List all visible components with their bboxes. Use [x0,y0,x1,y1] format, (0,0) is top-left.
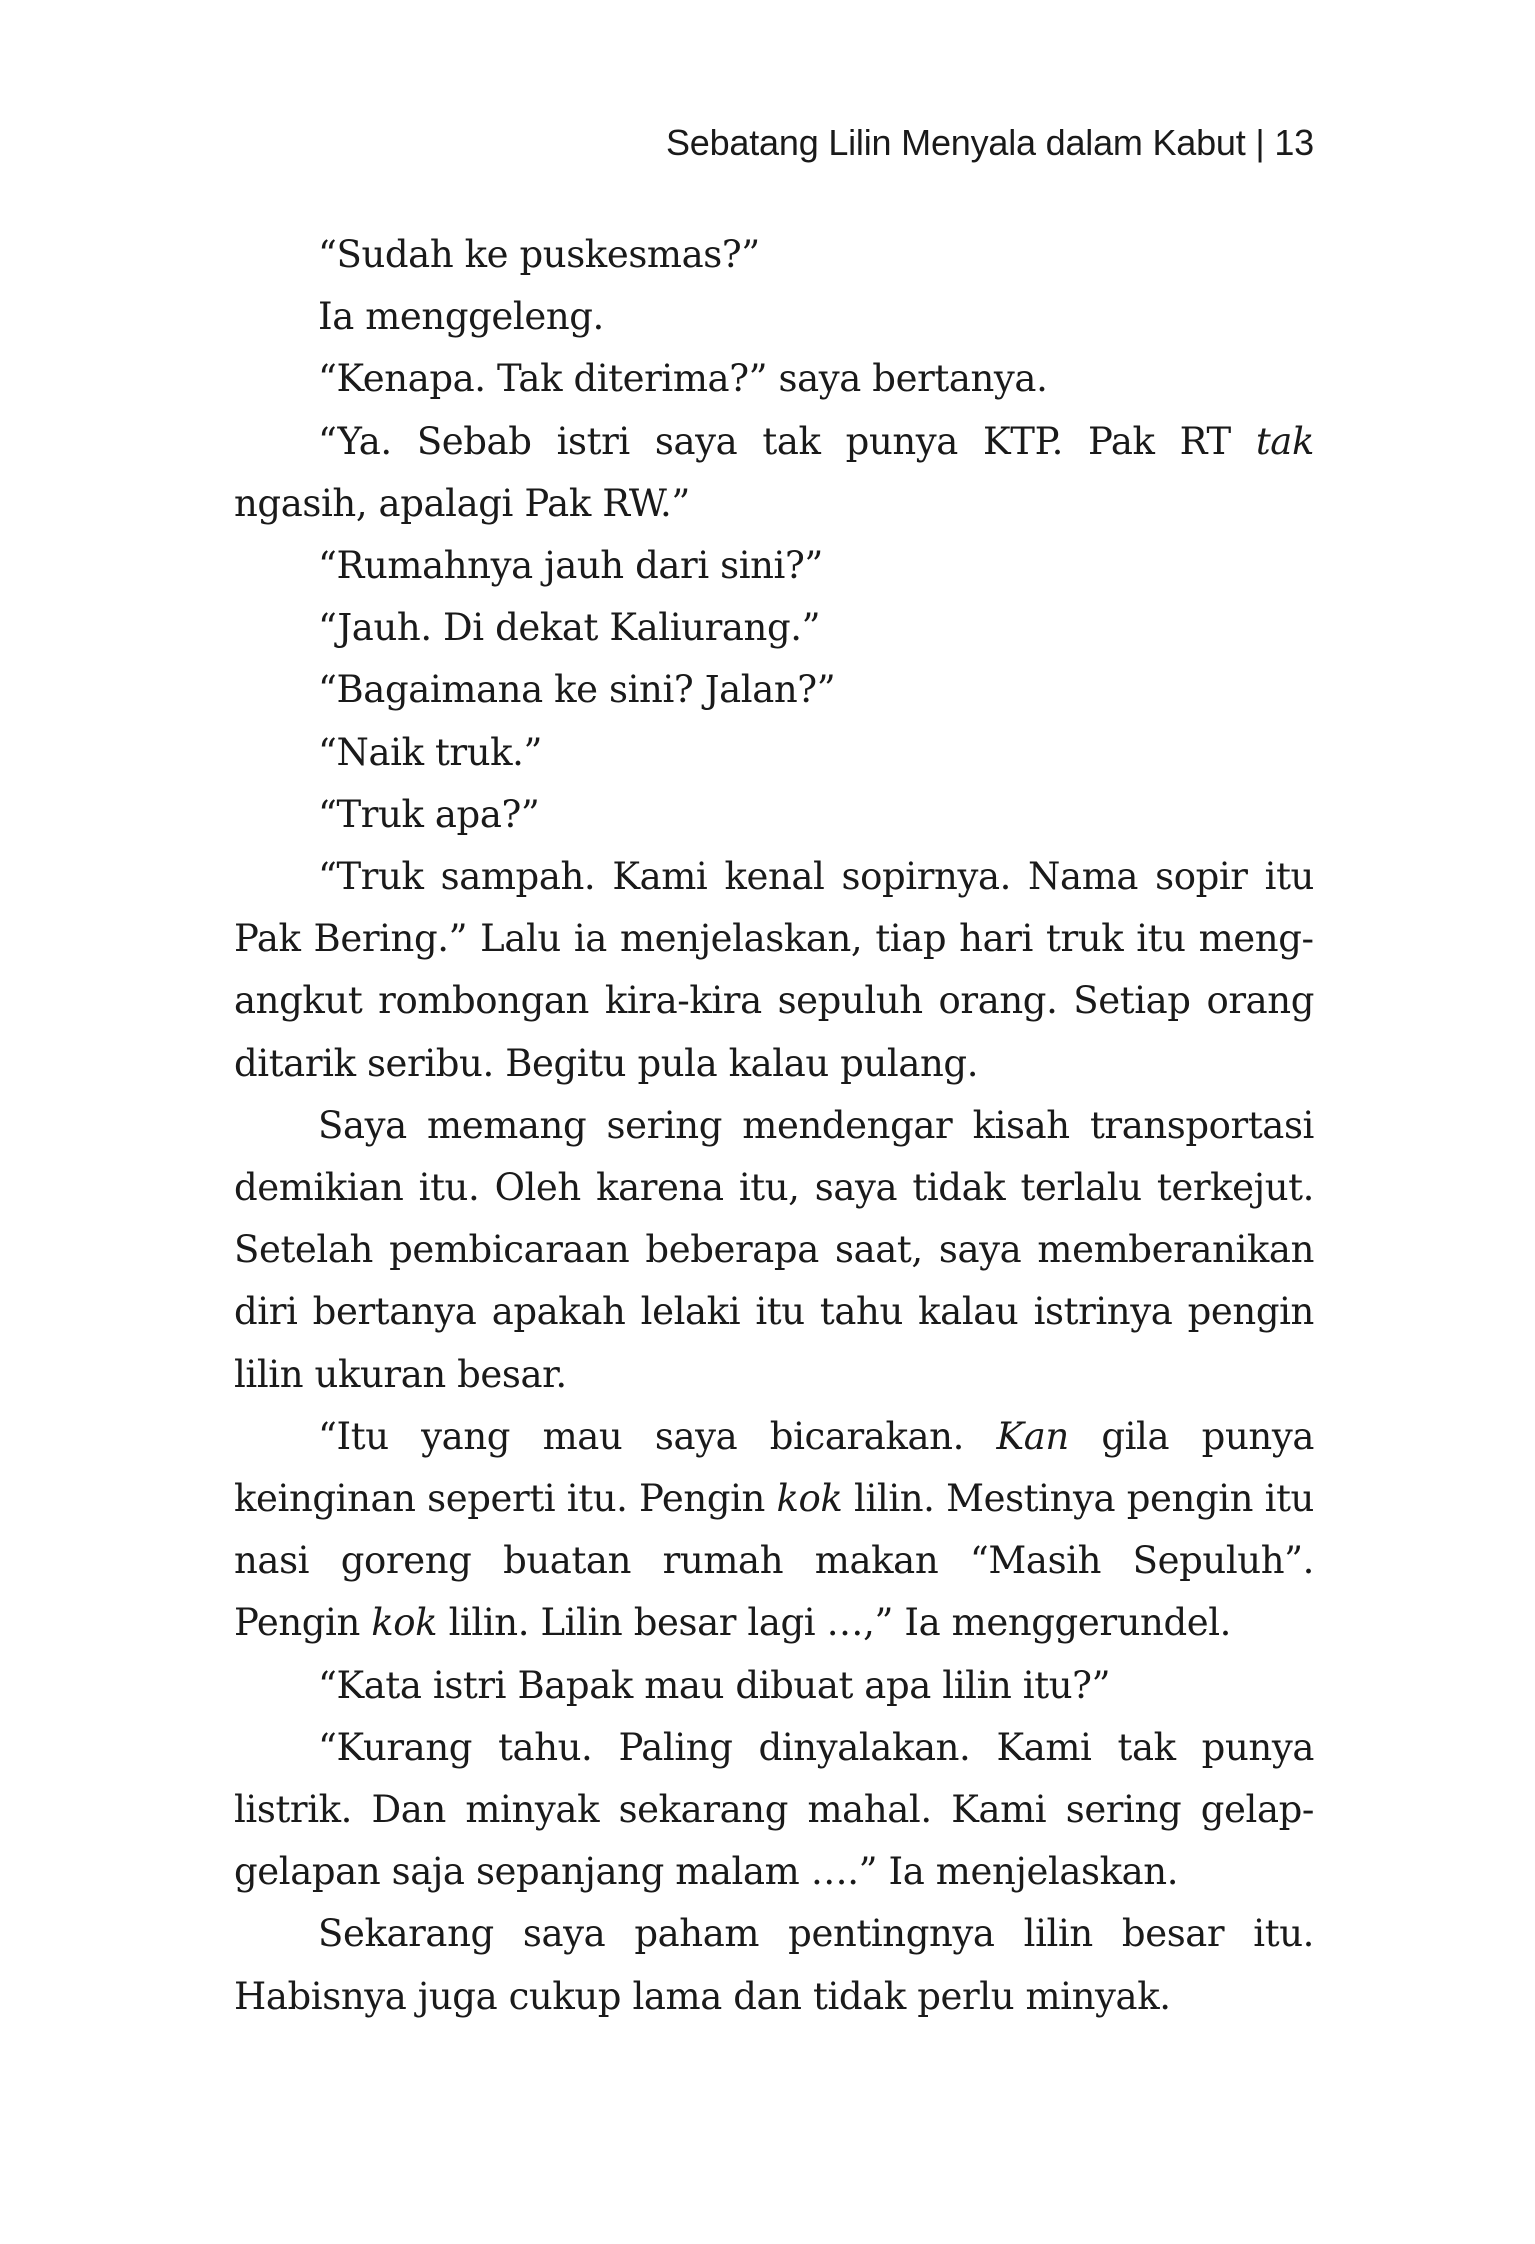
header-separator: | [1255,122,1265,163]
paragraph [234,224,1314,286]
text-run: gila punya keinginan seperti itu. Pengin [234,1414,1314,1521]
book-title: Sebatang Lilin Menyala dalam Kabut [665,122,1246,163]
text-run: “Truk apa?” [318,792,540,836]
paragraph [234,784,1314,846]
paragraph [234,597,1314,659]
text-run: “Jauh. Di dekat Kaliurang.” [318,606,821,650]
text-run: “Kenapa. Tak diterima?” saya bertanya. [318,357,1048,401]
text-run: “Kurang tahu. Paling dinyalakan. Kami tak punya listrik. Dan minyak sekarang mahal. Kami sering gelap-gelapan saja sepanjang malam ….” Ia menjelaskan. [234,1725,1314,1894]
text-run: lilin. Lilin besar lagi …,” Ia menggerundel. [437,1601,1232,1645]
text-run: “Kata istri Bapak mau dibuat apa lilin itu?” [318,1663,1111,1707]
paragraph [234,1717,1314,1904]
paragraph [234,1903,1314,2027]
text-run: “Naik truk.” [318,730,543,774]
text-run: Sekarang saya paham pentingnya lilin besar itu. Habisnya juga cukup lama dan tidak perlu minyak. [234,1912,1314,2018]
text-run: “Bagaimana ke sini? Jalan?” [318,668,836,712]
paragraph [234,722,1314,784]
text-run: “Ya. Sebab istri saya tak punya KTP. Pak RT [318,419,1256,463]
text-run: Ia menggeleng. [318,295,604,339]
body-text [234,224,1314,2028]
text-run: Saya memang sering mendengar kisah transportasi demikian itu. Oleh karena itu, saya tidak terlalu terkejut. Setelah pembicaraan beberapa saat, saya memberanikan diri bertanya apakah lelaki itu tahu kalau istrinya pengin lilin ukuran besar. [234,1103,1314,1396]
italic-text-run: tak [1255,419,1314,463]
italic-text-run: kok [776,1477,843,1521]
text-run: “Truk sampah. Kami kenal sopirnya. Nama sopir itu Pak Bering.” Lalu ia menjelaskan, tiap hari truk itu mengangkut rombongan kira-kira sepuluh orang. Setiap orang ditarik seribu. Begitu pula kalau pulang. [234,855,1314,1085]
paragraph [234,1406,1314,1655]
text-run: “Sudah ke puskesmas?” [318,233,760,276]
paragraph [234,286,1314,348]
paragraph [234,1095,1314,1406]
paragraph [234,348,1314,410]
running-header [666,122,1314,164]
paragraph [234,411,1314,535]
text-run: ngasih, apalagi Pak RW.” [234,481,690,525]
page-number: 13 [1274,122,1314,163]
paragraph [234,1655,1314,1717]
paragraph [234,846,1314,1095]
paragraph [234,659,1314,721]
text-run: “Itu yang mau saya bicarakan. [318,1414,997,1458]
text-run: lilin. Mestinya pengin itu nasi goreng buatan rumah makan “Masih Sepuluh”. Pengin [234,1477,1314,1645]
italic-text-run: Kan [996,1414,1069,1458]
italic-text-run: kok [371,1601,438,1645]
text-run: “Rumahnya jauh dari sini?” [318,544,823,588]
paragraph [234,535,1314,597]
